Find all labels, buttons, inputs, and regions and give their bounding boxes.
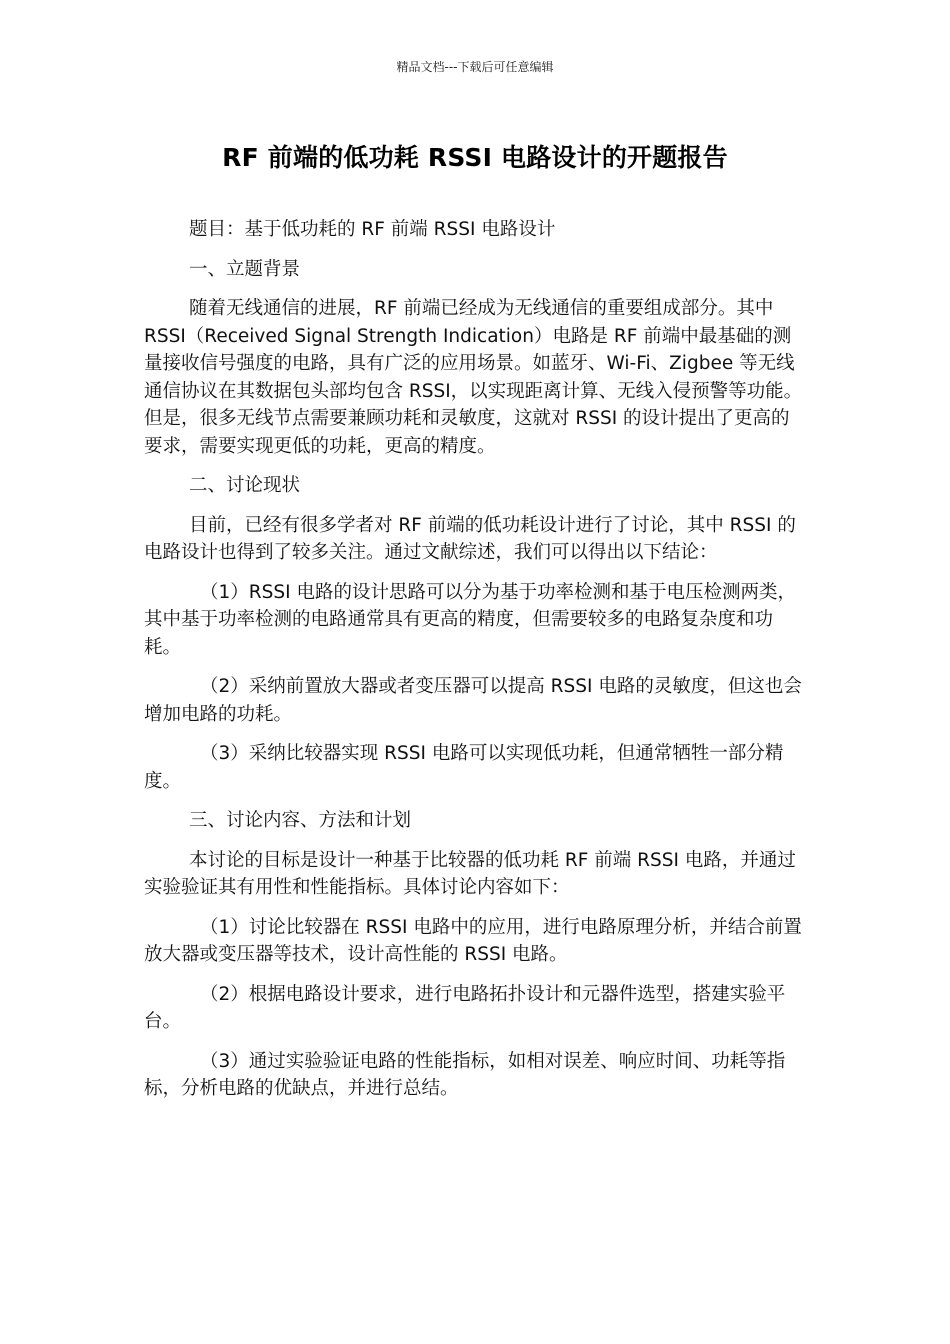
plan-item-1: （1）讨论比较器在 RSSI 电路中的应用，进行电路原理分析，并结合前置放大器或变压器等技术，设计高性能的 RSSI 电路。 [144,916,802,965]
section-heading-plan: 三、讨论内容、方法和计划 [189,810,412,831]
status-item-1: （1）RSSI 电路的设计思路可以分为基于功率检测和基于电压检测两类，其中基于功率检测的电路通常具有更高的精度，但需要较多的电路复杂度和功耗。 [144,581,796,658]
topic-line: 题目：基于低功耗的 RF 前端 RSSI 电路设计 [189,219,556,240]
section-heading-status: 二、讨论现状 [189,475,301,496]
background-paragraph: 随着无线通信的进展，RF 前端已经成为无线通信的重要组成部分。其中 RSSI（Received Signal Strength Indication）电路是 RF 前端中最基础的测量接收信号强度的电路，具有广泛的应用场景。如蓝牙、Wi-Fi、Zigbee 等无线通信协议在其数据包头部均包含 RSSI，以实现距离计算、无线入侵预警等功能。但是，很多无线节点需要兼顾功耗和灵敏度，这就对 RSSI 的设计提出了更高的要求，需要实现更低的功耗，更高的精度。 [144,298,803,457]
status-paragraph: 目前，已经有很多学者对 RF 前端的低功耗设计进行了讨论，其中 RSSI 的电路设计也得到了较多关注。通过文献综述，我们可以得出以下结论： [144,514,796,563]
document-body [144,216,808,1115]
header-note: 精品文档---下载后可任意编辑 [396,60,554,74]
plan-item-3: （3）通过实验验证电路的性能指标，如相对误差、响应时间、功耗等指标，分析电路的优缺点，并进行总结。 [144,1050,786,1099]
status-item-3: （3）采纳比较器实现 RSSI 电路可以实现低功耗，但通常牺牲一部分精度。 [144,743,784,792]
status-item-2: （2）采纳前置放大器或者变压器可以提高 RSSI 电路的灵敏度，但这也会增加电路的功耗。 [144,676,802,725]
document-title: RF 前端的低功耗 RSSI 电路设计的开题报告 [222,143,728,172]
plan-paragraph: 本讨论的目标是设计一种基于比较器的低功耗 RF 前端 RSSI 电路，并通过实验验证其有用性和性能指标。具体讨论内容如下： [144,849,796,898]
plan-item-2: （2）根据电路设计要求，进行电路拓扑设计和元器件选型，搭建实验平台。 [144,983,786,1032]
section-heading-background: 一、立题背景 [189,258,301,280]
